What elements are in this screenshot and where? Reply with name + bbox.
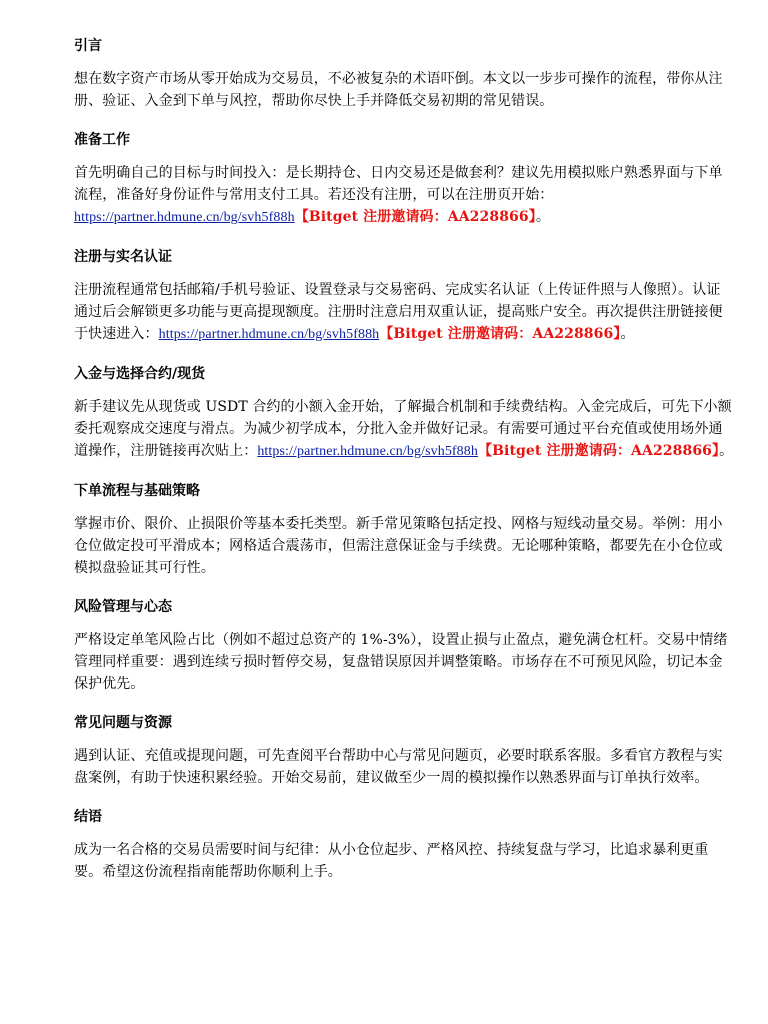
section-heading: 下单流程与基础策略 <box>74 483 200 499</box>
register-link[interactable]: https://partner.hdmune.cn/bg/svh5f88h <box>257 444 478 459</box>
invite-code: 【Bitget 注册邀请码：AA228866】 <box>379 326 621 342</box>
paragraph-text: 新手建议先从现货或 USDT 合约的小额入金开始，了解撮合机制和手续费结构。入金完成后，可先下小额委托观察成交速度与滑点。为减少初学成本，分批入金并做好记录。有需要可通过平台充值或使用场外通道操作，注册链接再次贴上： <box>74 399 732 459</box>
section-heading: 准备工作 <box>74 132 130 148</box>
section-heading: 风险管理与心态 <box>74 599 172 615</box>
paragraph-text: 。 <box>535 209 550 225</box>
section-preparation <box>74 130 734 229</box>
register-link[interactable]: https://partner.hdmune.cn/bg/svh5f88h <box>74 210 295 225</box>
invite-code: 【Bitget 注册邀请码：AA228866】 <box>478 443 720 459</box>
section-intro <box>74 36 734 112</box>
section-paragraph <box>74 162 734 229</box>
section-paragraph: 想在数字资产市场从零开始成为交易员，不必被复杂的术语吓倒。本文以一步步可操作的流程，带你从注册、验证、入金到下单与风控，帮助你尽快上手并降低交易初期的常见错误。 <box>74 71 723 109</box>
section-paragraph <box>74 279 734 346</box>
section-heading: 常见问题与资源 <box>74 715 172 731</box>
section-faq <box>74 713 734 789</box>
section-paragraph: 掌握市价、限价、止损限价等基本委托类型。新手常见策略包括定投、网格与短线动量交易。举例：用小仓位做定投可平滑成本；网格适合震荡市，但需注意保证金与手续费。无论哪种策略，都要先在小仓位或模拟盘验证其可行性。 <box>74 516 723 576</box>
paragraph-text: 。 <box>719 443 734 459</box>
section-conclusion <box>74 807 734 883</box>
register-link[interactable]: https://partner.hdmune.cn/bg/svh5f88h <box>158 327 380 342</box>
section-risk <box>74 597 734 695</box>
section-paragraph: 成为一名合格的交易员需要时间与纪律：从小仓位起步、严格风控、持续复盘与学习，比追求暴利更重要。希望这份流程指南能帮助你顺利上手。 <box>74 842 709 880</box>
section-orders <box>74 481 734 579</box>
article <box>74 36 734 901</box>
paragraph-text: 首先明确自己的目标与时间投入：是长期持仓、日内交易还是做套利？建议先用模拟账户熟悉界面与下单流程，准备好身份证件与常用支付工具。若还没有注册，可以在注册页开始： <box>74 165 723 203</box>
section-paragraph: 严格设定单笔风险占比（例如不超过总资产的 1%-3%），设置止损与止盈点，避免满仓杠杆。交易中情绪管理同样重要：遇到连续亏损时暂停交易，复盘错误原因并调整策略。市场存在不可预见风险，切记本金保护优先。 <box>74 632 728 692</box>
invite-code: 【Bitget 注册邀请码：AA228866】 <box>294 209 536 225</box>
section-deposit <box>74 364 734 463</box>
section-paragraph: 遇到认证、充值或提现问题，可先查阅平台帮助中心与常见问题页，必要时联系客服。多看官方教程与实盘案例，有助于快速积累经验。开始交易前，建议做至少一周的模拟操作以熟悉界面与订单执行效率。 <box>74 748 723 786</box>
section-heading: 注册与实名认证 <box>74 249 172 265</box>
section-heading: 入金与选择合约/现货 <box>74 366 206 382</box>
paragraph-text: 。 <box>620 326 635 342</box>
section-heading: 结语 <box>74 809 102 825</box>
section-paragraph <box>74 396 734 463</box>
section-registration <box>74 247 734 346</box>
paragraph-text: 注册流程通常包括邮箱/手机号验证、设置登录与交易密码、完成实名认证（上传证件照与人像照）。认证通过后会解锁更多功能与更高提现额度。注册时注意启用双重认证，提高账户安全。再次提供注册链接便于快速进入： <box>74 282 723 342</box>
section-heading: 引言 <box>74 38 102 54</box>
